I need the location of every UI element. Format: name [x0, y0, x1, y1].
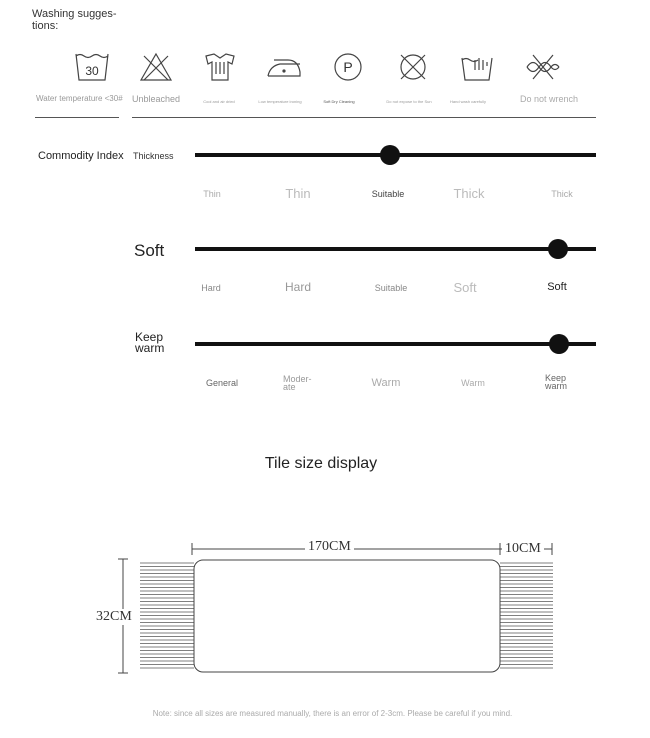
soft-indicator	[548, 239, 568, 259]
thickness-indicator	[380, 145, 400, 165]
wash-30-icon	[74, 50, 110, 84]
keep-warm-level-1: General	[205, 378, 239, 388]
no-wring-icon	[525, 50, 561, 84]
keep-warm-track	[195, 342, 596, 346]
thickness-level-3: Suitable	[371, 189, 405, 199]
no-tumble-dry-icon	[395, 50, 431, 84]
hang-dry-icon	[202, 50, 238, 84]
fringe-length-label: 10CM	[502, 541, 544, 557]
measurement-note: Note: since all sizes are measured manually, there is an error of 2-3cm. Please be careful if you mind.	[152, 709, 513, 718]
icon-caption-7: Hand wash carefully	[449, 99, 487, 104]
washing-title: Washing sugges- tions:	[32, 8, 117, 32]
soft-track	[195, 247, 596, 251]
soft-level-5: Soft	[547, 281, 567, 293]
divider-left	[35, 117, 119, 118]
icon-caption-8: Do not wrench	[519, 94, 579, 104]
keep-warm-level-4: Warm	[461, 378, 485, 388]
keep-warm-indicator	[549, 334, 569, 354]
wash-temp-symbol: 30	[85, 64, 99, 78]
tile-size-title-text: Tile size display	[264, 455, 378, 472]
keep-warm-level-2: Moder- ate	[283, 374, 312, 392]
no-bleach-icon	[138, 50, 174, 84]
icon-caption-6: Do not expose to the Sun	[386, 99, 432, 104]
icon-caption-5: Soft Dry Cleaning	[323, 99, 355, 104]
thickness-label: Thickness	[133, 151, 174, 161]
thickness-level-5: Thick	[551, 189, 573, 199]
commodity-title: Commodity Index	[38, 150, 124, 162]
soft-label: Soft	[134, 241, 165, 260]
thickness-level-1: Thin	[203, 189, 221, 199]
soft-level-4: Soft	[453, 280, 477, 295]
iron-low-icon	[266, 50, 302, 84]
icon-caption-2: Unbleached	[131, 94, 181, 104]
thickness-level-2: Thin	[285, 186, 311, 201]
keep-warm-level-3: Warm	[371, 377, 401, 389]
keep-warm-level-5: Keep warm	[545, 373, 567, 391]
hand-wash-icon	[459, 50, 495, 84]
icon-caption-4: Low temperature ironing	[258, 99, 302, 104]
soft-level-1: Hard	[201, 283, 221, 293]
length-label: 170CM	[305, 539, 354, 555]
soft-level-3: Suitable	[374, 283, 408, 293]
tile-size-title	[0, 455, 650, 473]
dry-clean-p-icon	[330, 50, 366, 84]
divider-right	[132, 117, 596, 118]
width-label: 32CM	[93, 609, 135, 625]
tile-diagram	[0, 530, 650, 690]
icon-caption-1: Water temperature <30#	[36, 94, 123, 103]
soft-level-2: Hard	[284, 280, 311, 294]
keep-warm-label: Keep warm	[135, 330, 165, 355]
dry-clean-symbol: P	[343, 59, 353, 75]
thickness-level-4: Thick	[453, 186, 485, 201]
icon-caption-3: Cool and air dried	[203, 99, 235, 104]
